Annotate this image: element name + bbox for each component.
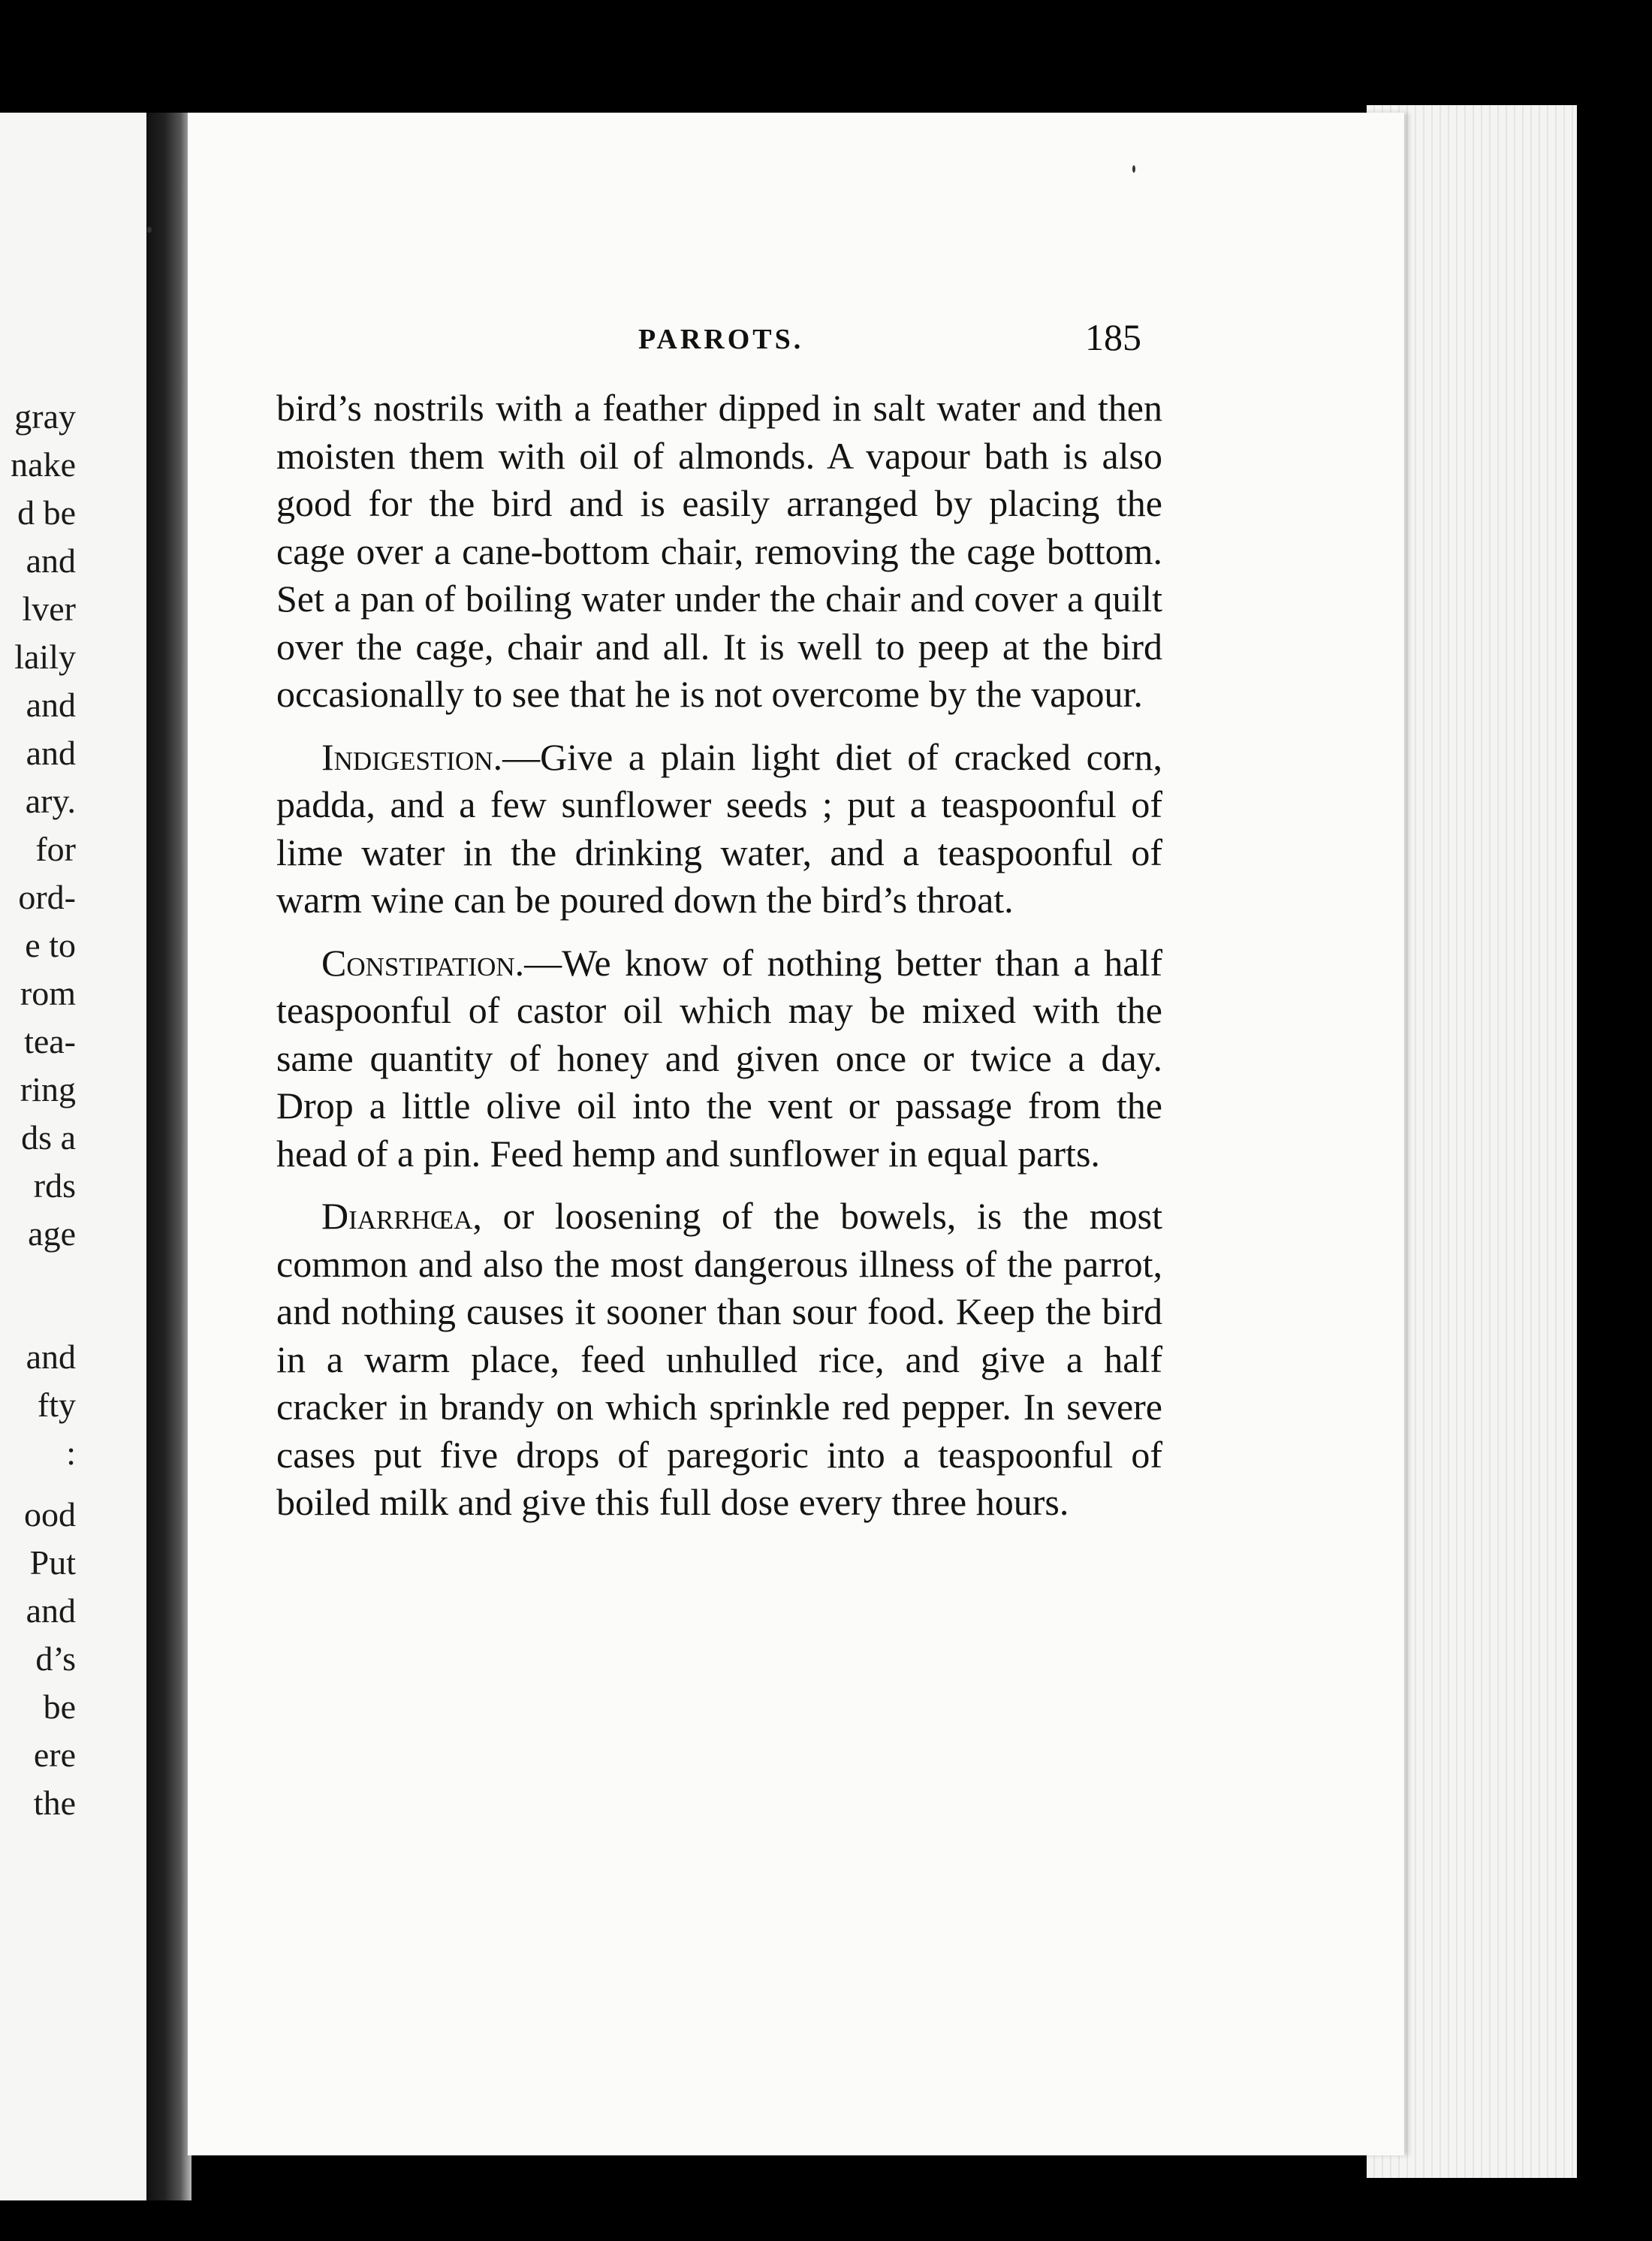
page-number: 185: [1085, 316, 1141, 358]
paragraph-constipation: [276, 940, 1162, 1178]
scan-speck: [1132, 165, 1135, 173]
page-body: [276, 385, 1162, 1542]
facing-page-fragment: :: [66, 1434, 76, 1472]
book-gutter: [146, 113, 191, 2200]
facing-page-fragment: gray: [14, 397, 76, 436]
facing-page-fragment: rom: [20, 974, 76, 1012]
facing-page-fragment: ord-: [18, 878, 76, 916]
facing-page-fragment: ood: [24, 1495, 76, 1534]
paragraph-lead: Indigestion.: [321, 735, 503, 778]
facing-page-fragment: and: [26, 734, 76, 772]
scan-speck: [147, 227, 152, 233]
facing-page-fragment: rds: [33, 1166, 76, 1205]
facing-page-fragment: d be: [17, 493, 76, 532]
paragraph-indigestion: [276, 734, 1162, 924]
facing-page-fragment: tea-: [24, 1022, 76, 1060]
running-title: PARROTS.: [638, 324, 804, 355]
facing-page-fragment: and: [26, 541, 76, 580]
paragraph-text: —We know of nothing better than a half teaspoonful of castor oil which may be mixed with the same quantity of honey and given once or twice a day. Drop a little olive oil into the vent or passage from the head of a pin. Feed hemp and sunflower in equal parts.: [276, 941, 1162, 1175]
facing-page-fragment: age: [28, 1214, 76, 1253]
facing-page-fragment: ds a: [21, 1118, 76, 1157]
facing-page-fragment: ring: [20, 1070, 76, 1108]
facing-page-fragment: fty: [37, 1386, 76, 1424]
facing-page-fragment: ary.: [25, 782, 76, 820]
paragraph-text: or loosening of the bowels, is the most common and also the most dangerous illness of the parrot, and nothing causes it sooner than sour food. Keep the bird in a warm place, feed unhulled rice, and give a half cracker in brandy on which sprinkle red pepper. In severe cases put five drops of paregoric into a teaspoonful of boiled milk and give this full dose every three hours.: [276, 1195, 1162, 1523]
paragraph-text: —Give a plain light diet of cracked corn, padda, and a few sunflower seeds ; put a teaspoonful of lime water in the drinking water, and a teaspoonful of warm wine can be poured down the bird’s throat.: [276, 735, 1162, 921]
paragraph-diarrhoea: [276, 1193, 1162, 1527]
facing-page-fragment: the: [33, 1784, 76, 1822]
opening-paragraph: bird’s nostrils with a feather dipped in salt water and then moisten them with oil of almonds. A vapour bath is also good for the bird and is easily arranged by placing the cage over a cane-bottom chair, removing the cage bottom. Set a pan of boiling water under the chair and cover a quilt over the cage, chair and all. It is well to peep at the bird occasionally to see that he is not overcome by the vapour.: [276, 387, 1162, 715]
facing-page-fragment: ere: [33, 1736, 76, 1774]
book-page: [188, 113, 1404, 2155]
paragraph-lead: Diarrhœa,: [321, 1195, 482, 1237]
facing-page-fragment: and: [26, 686, 76, 724]
facing-page-fragment: and: [26, 1338, 76, 1376]
facing-page-fragment: and: [26, 1591, 76, 1630]
facing-page-fragment: for: [35, 830, 76, 868]
facing-page: [0, 113, 154, 2200]
facing-page-fragment: d’s: [35, 1639, 76, 1678]
facing-page-fragment: lver: [22, 590, 76, 628]
facing-page-fragment: laily: [14, 638, 76, 676]
facing-page-fragment: nake: [11, 445, 76, 484]
facing-page-fragment: be: [43, 1688, 76, 1726]
facing-page-fragment: Put: [29, 1543, 76, 1582]
facing-page-fragment: e to: [25, 926, 76, 964]
paragraph-lead: Constipation.: [321, 941, 525, 984]
